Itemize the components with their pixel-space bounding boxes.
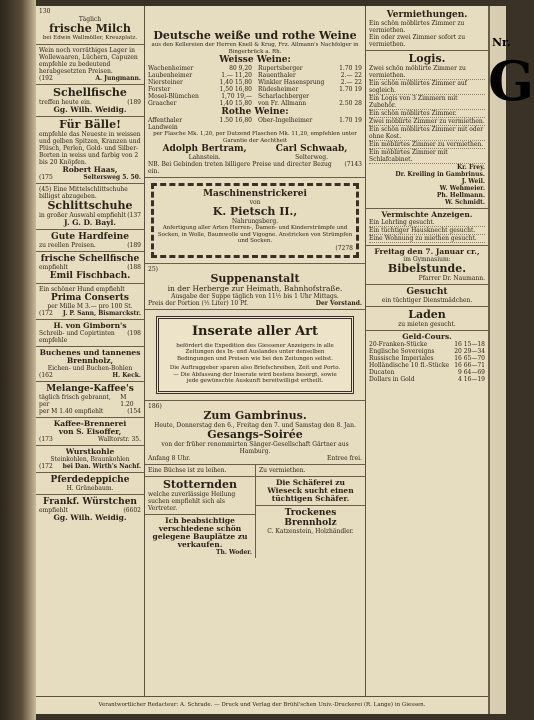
ad-text: im Gymnasium: xyxy=(403,256,451,263)
ad-title: frische Milch xyxy=(49,22,131,35)
misc-ads-list xyxy=(369,219,485,243)
ad-number: (162 xyxy=(39,371,53,379)
ad-number: (154 xyxy=(127,407,141,415)
wine-row xyxy=(258,93,362,100)
misc-ad-item: Ein tüchtiger Hausknecht gesucht. xyxy=(369,227,485,235)
wine-row xyxy=(258,117,362,124)
ad-title: Buchenes und tannenes Brennholz, xyxy=(39,347,141,365)
ad-frische-milch xyxy=(36,6,144,45)
wine-price-lists xyxy=(148,65,362,107)
row-value: 80 9,20 xyxy=(229,65,252,72)
ad-signer: Robert Haas, xyxy=(62,164,118,174)
ad-text: in der Herberge zur Heimath, Bahnhofstraße. xyxy=(167,283,343,293)
ad-text: Anfang 8 Uhr. xyxy=(148,454,191,462)
logis-item: Ein schön möblirtes Zimmer mit oder ohne Kost. xyxy=(369,126,484,140)
ad-stottern xyxy=(145,477,255,515)
row-value: 1,40 15,80 xyxy=(219,79,252,86)
book-spine xyxy=(0,0,36,720)
ad-text: in großer Auswahl empfiehlt xyxy=(39,211,126,219)
ad-conserts xyxy=(36,284,144,320)
ad-wuerstchen xyxy=(36,495,144,524)
ad-address: Nahrungsberg. xyxy=(231,218,279,225)
wine-row xyxy=(148,86,252,93)
row-label: Rüdesheimer xyxy=(258,86,299,93)
ad-signer: A. Jungmann. xyxy=(95,74,141,82)
ad-title: Zum Gambrinus. xyxy=(203,408,307,422)
section-heading: Logis. xyxy=(408,52,446,65)
ad-wurstkohle xyxy=(36,446,144,473)
row-label: Forster xyxy=(148,86,171,93)
ad-text: Anfertigung aller Arten Herren-, Damen- und Kinderstrümpfe und Socken, in Wolle, Baumwolle und Vigogne. Anstricken von Strümpfen und Socken. xyxy=(157,225,353,244)
ad-text: Die Auftraggeber sparen also Briefschreiben, Zeit und Porto. — Die Abfassung der Inserate wird bestens besorgt, sowie jede gewünschte Auskunft bereitwilligst ertheilt. xyxy=(169,365,341,384)
ad-title: Schellfische xyxy=(53,85,127,99)
section-heading: Weisse Weine: xyxy=(219,55,291,65)
ad-number: (137 xyxy=(127,211,141,219)
ad-inserate xyxy=(145,310,365,401)
ad-text: per M 1.40 empfiehlt xyxy=(39,407,104,415)
ad-text: (45) Eine Mittelschlittschuhe billigst abzugeben. xyxy=(39,185,128,200)
row-value: 2.50 28 xyxy=(339,100,362,107)
ad-wollwaaren xyxy=(36,45,144,85)
ad-title: Deutsche weiße und rothe Weine xyxy=(153,29,357,42)
ad-signer: C. Katzenstein, Holzhändler. xyxy=(267,527,354,535)
red-wine-lists xyxy=(148,117,362,131)
ad-suppenanstalt xyxy=(145,264,365,310)
ad-laden xyxy=(366,307,488,331)
ad-kaffee-brennerei xyxy=(36,418,144,446)
row-value: 1.70 19 xyxy=(339,117,362,124)
ad-text: zu reellen Preisen. xyxy=(39,241,96,249)
ad-number: (188 xyxy=(127,263,141,271)
column-3 xyxy=(366,6,488,696)
ad-title: Melange-Kaffee's xyxy=(46,383,134,394)
row-value: 2.— 22 xyxy=(340,72,362,79)
row-label: Russische Imperiales xyxy=(369,355,434,362)
wine-row xyxy=(258,72,362,79)
bottom-ads-right xyxy=(256,465,365,558)
row-label: Winkler Hasensprung xyxy=(258,79,325,86)
ad-title: H. von Gimborn's xyxy=(53,320,127,330)
ad-schlittschuhe xyxy=(36,184,144,230)
ad-title: Maschinenstrickerei xyxy=(203,189,307,199)
ad-text: empfiehlt xyxy=(39,506,68,514)
ad-number: 186) xyxy=(148,402,162,410)
ad-text: Entree frei. xyxy=(327,454,362,462)
ad-baelle xyxy=(36,117,144,184)
row-label: Rauenthaler xyxy=(258,72,296,79)
row-label: Graacher xyxy=(148,100,177,107)
row-label: Englische Sovereigns xyxy=(369,348,435,355)
logis-item: Ein Logis von 3 Zimmern mit Zubehör. xyxy=(369,95,485,110)
ad-title: Inserate aller Art xyxy=(191,323,319,339)
ad-text: Ein schöner Hund empfiehlt xyxy=(39,285,125,293)
bottom-ads-left xyxy=(145,465,256,558)
ad-signer: W. Wehmeier. xyxy=(439,185,485,192)
ad-title: Kaffee-Brennerei xyxy=(53,418,127,428)
page-number: 130 xyxy=(39,8,51,15)
dealer-name: Adolph Bertram, xyxy=(162,144,247,154)
logis-item: Zwei schön möblirte Zimmer zu vermiethen. xyxy=(369,65,485,80)
red-wine-list-left xyxy=(148,117,252,131)
ad-text: Wein noch vorräthiges Lager in Wollewaaren, Lüchern, Capuzen empfehle zu bedeutend herabgesetzten Preisen. xyxy=(39,46,138,75)
row-value: 1,50 16,80 xyxy=(219,86,252,93)
ad-kicker: Täglich xyxy=(78,16,102,23)
row-value: 16 65—70 xyxy=(454,355,485,362)
ad-signer: K. Pietsch II., xyxy=(212,205,298,218)
ad-title: Gute Hardfeine xyxy=(51,231,129,242)
currency-row xyxy=(369,369,485,376)
ad-number: (7143 xyxy=(344,161,362,168)
ad-bauplaetze xyxy=(145,515,255,558)
ad-number: (6602 xyxy=(123,506,141,514)
ad-gimborn xyxy=(36,320,144,347)
ad-signer: Dr. Kreiling in Gambrinus. xyxy=(395,171,485,178)
currency-row xyxy=(369,348,485,355)
ad-schellfische-2 xyxy=(36,252,144,284)
ad-number: (173 xyxy=(39,435,53,443)
ad-text: Ausgabe der Suppe täglich von 11½ bis 1 Uhr Mittags. xyxy=(171,292,339,300)
currency-row xyxy=(369,355,485,362)
row-label: Niersteiner xyxy=(148,79,183,86)
ad-text: Zu vermiethen. xyxy=(259,466,306,474)
ad-gambrinus xyxy=(145,401,365,465)
ad-signer: J. G. D. Bayl. xyxy=(63,217,117,227)
logis-list xyxy=(369,65,485,164)
ad-bibelstunde xyxy=(366,246,488,285)
row-label: Wachenheimer xyxy=(148,65,194,72)
ad-text: aus den Kellereien der Herren Knell & Krug, Frz. Allmann's Nachfolger in Bingerbrück a. Rh. xyxy=(151,42,359,55)
row-value: 16 15—18 xyxy=(454,341,485,348)
ad-address: Walltorstr. 35. xyxy=(97,435,141,443)
ad-signer: Ph. Hellmann. xyxy=(436,192,485,199)
ad-signer: H. Grünebaum. xyxy=(66,484,114,492)
ad-text: welche zuverlässige Heilung suchen empfiehlt sich als Vertreter. xyxy=(148,490,236,512)
ad-text: Ein schön möblirtes Zimmer zu vermiethen. xyxy=(369,20,465,34)
ad-signer: von S. Eisoffer, xyxy=(58,426,122,436)
logis-item: Ein schön möblirtes Zimmer. xyxy=(369,110,485,118)
dealers xyxy=(148,144,362,161)
ad-schellfische xyxy=(36,85,144,117)
ad-signer: Th. Woder. xyxy=(216,548,252,556)
ad-number: (189 xyxy=(127,241,141,249)
wine-row xyxy=(258,100,362,107)
ad-text: empfiehlt xyxy=(39,263,68,271)
ad-buechse xyxy=(145,465,255,477)
ad-gesucht xyxy=(366,285,488,307)
ad-title: Trockenes Brennholz xyxy=(284,507,337,528)
row-label: 20-Franken-Stücke xyxy=(369,341,428,348)
ad-signer: J. P. Sann, Bismarckstr. xyxy=(62,309,141,317)
ad-hardfeine xyxy=(36,230,144,252)
wine-row xyxy=(148,117,252,124)
row-value: 1.70 19 xyxy=(339,65,362,72)
row-value: 1,40 15,80 xyxy=(219,100,252,107)
currency-row xyxy=(369,341,485,348)
ad-title: Schlittschuhe xyxy=(47,198,133,212)
section-vermiethungen xyxy=(366,6,488,51)
section-logis xyxy=(366,51,488,209)
ad-address: Seltersweg 5. 50. xyxy=(83,173,141,181)
section-heading: Vermischte Anzeigen. xyxy=(381,210,473,219)
ad-text: Schreib- und Copirtinten empfehle xyxy=(39,329,115,344)
ad-title: Gesucht xyxy=(406,287,448,297)
ad-price: M 1.20 xyxy=(120,393,134,408)
ad-title: Pferdedeppiche xyxy=(50,474,130,485)
ad-number: (198 xyxy=(127,329,141,337)
wine-row xyxy=(258,65,362,72)
dealer-place: Lahnstein. xyxy=(188,154,221,161)
ad-signer: H. Keck. xyxy=(112,371,141,379)
ad-text: Preis der Portion (½ Liter) 10 Pf. xyxy=(148,299,249,307)
facing-page-heading: Nr. xyxy=(492,36,511,49)
wine-list-right xyxy=(258,65,362,107)
row-value: 1.50 16,80 xyxy=(219,117,252,124)
ad-signer: Gg. Wilh. Weidig. xyxy=(53,512,127,522)
ad-signer: Emil Fischbach. xyxy=(49,270,131,281)
ad-text: täglich frisch gebrannt, per xyxy=(39,393,111,408)
ad-signer: J. Weil. xyxy=(461,178,485,185)
ad-vermiethen xyxy=(256,465,365,477)
ad-maschinenstrickerei xyxy=(145,178,365,264)
wine-list-left xyxy=(148,65,252,107)
section-heading: Rothe Weine: xyxy=(221,107,289,117)
ad-title: Stotternden xyxy=(162,477,237,491)
ad-title: Wurstkohle xyxy=(65,446,115,456)
ad-text: treffen heute ein. xyxy=(39,98,92,106)
section-heading: Vermiethungen. xyxy=(386,10,468,20)
ad-number: (7278 xyxy=(335,244,353,252)
row-label: Holländische 10 fl.-Stücke xyxy=(369,362,450,369)
ad-title: Frankf. Würstchen xyxy=(43,496,137,507)
ad-number: 25) xyxy=(148,265,158,273)
ad-text: von der früher renommirten Sänger-Gesellschaft Gärtner aus Hamburg. xyxy=(161,440,349,455)
ad-signer: Pfarrer Dr. Naumann. xyxy=(418,275,485,282)
row-value: 9 64—69 xyxy=(458,369,485,376)
column-1 xyxy=(36,6,145,696)
ad-text: bei Edwin Wallmöller, Kreuzplatz. xyxy=(42,35,138,41)
ad-number: (172 xyxy=(39,462,53,470)
row-label: Dollars in Gold xyxy=(369,376,415,383)
wine-row xyxy=(148,65,252,72)
row-label: Affenthaler xyxy=(148,117,183,124)
row-label: Ober-Ingelheimer xyxy=(258,117,313,124)
ad-number: (175 xyxy=(39,173,53,181)
ad-title: frische Schellfische xyxy=(40,253,140,264)
row-label: Laubenheimer xyxy=(148,72,193,79)
newspaper-page xyxy=(36,6,488,714)
row-label: Mosel-Blümchen xyxy=(148,93,199,100)
ad-signer: W. Schmidt. xyxy=(444,199,485,206)
misc-ad-item: Eine Wohnung zu miethen gesucht. xyxy=(369,235,485,243)
ad-text: befördert die Expedition des Giessener Anzeigers in alle Zeitungen des In- und Auslandes unter denselben Bedingungen und Preisen wie bei den Zeitungen selbst. xyxy=(176,342,334,362)
ad-signer: Der Vorstand. xyxy=(315,299,362,307)
section-heading: Geld-Cours. xyxy=(402,332,452,341)
row-label: Landwein xyxy=(148,124,178,131)
ad-signer: Gg. Wilh. Weidig. xyxy=(53,104,127,114)
ad-title: Suppenanstalt xyxy=(210,271,300,285)
column-2 xyxy=(145,6,366,696)
ad-number: (192 xyxy=(39,74,53,82)
imprint-footer: Verantwortlicher Redacteur: A. Schrade. — Druck und Verlag der Brühl'schen Univ.-Druckerei (R. Lange) in Giessen. xyxy=(36,696,488,715)
row-value: 1,70 19,— xyxy=(221,93,252,100)
row-label: von Fr. Allmann xyxy=(258,100,307,107)
ad-text: Die Schäferei zu Wieseck sucht einen tüchtigen Schäfer. xyxy=(267,477,354,503)
ad-event: Gesangs-Soirée xyxy=(207,427,303,441)
dealer-name: Carl Schwaab, xyxy=(275,144,348,154)
ad-title: Ich beabsichtige verschiedene schön gelegene Bauplätze zu verkaufen. xyxy=(152,515,248,549)
ad-text: Steinkohlen, Braunkohlen xyxy=(50,455,130,463)
logis-item: Ein möblirtes Zimmer zu vermiethen. xyxy=(369,141,484,148)
ad-text: ein tüchtiger Dienstmädchen. xyxy=(381,297,473,304)
wine-row xyxy=(148,93,252,100)
ad-text: von xyxy=(249,199,261,206)
dealer-place: Selterweg. xyxy=(295,154,329,161)
logis-item: Ein schön möblirtes Zimmer auf sogleich. xyxy=(369,80,485,95)
row-value: 20 29—34 xyxy=(454,348,485,355)
row-value: 2.— 22 xyxy=(340,79,362,86)
currency-row xyxy=(369,362,485,369)
wine-row xyxy=(258,86,362,93)
wine-row xyxy=(258,79,362,86)
ad-signer: bei Dan. Wirth's Nachf. xyxy=(62,462,141,470)
facing-page-edge xyxy=(488,6,534,714)
section-geld-cours xyxy=(366,331,488,385)
ad-text: Heute, Donnerstag den 6., Freitag den 7. und Samstag den 8. Jan. xyxy=(154,421,356,429)
red-wine-list-right xyxy=(258,117,362,131)
ad-weine xyxy=(145,6,365,178)
ad-text: empfehle das Neueste in weissen und gelben Spitzen, Kranzen und Plüsch, Perlen, Gold- und Silber-Borten in weiss und farbig von 2 bis 20 Knöpfen. xyxy=(39,130,141,166)
geld-cours-table xyxy=(369,341,485,383)
row-value: 4 16—19 xyxy=(458,376,485,383)
wine-row xyxy=(148,79,252,86)
wine-row xyxy=(148,100,252,107)
facing-page-initial: G xyxy=(488,49,534,113)
row-label: Scharlachberger xyxy=(258,93,310,100)
ad-event: Bibelstunde. xyxy=(387,262,467,275)
logis-item: Ein möblirtes Zimmer mit Schlafcabinet. xyxy=(369,149,485,164)
ad-title: Laden xyxy=(408,308,446,321)
ad-schaeferei xyxy=(256,477,365,506)
ad-title: Prima Conserts xyxy=(51,292,129,303)
row-label: Ducaten xyxy=(369,369,395,376)
currency-row xyxy=(369,376,485,383)
ad-text: Eine Büchse ist zu leihen. xyxy=(148,466,227,474)
ad-text: Ein oder zwei Zimmer sofort zu vermiethen. xyxy=(369,34,466,48)
ad-title: Für Bälle! xyxy=(59,117,121,131)
bottom-ads-row xyxy=(145,465,365,558)
ad-number: (172 xyxy=(39,309,53,317)
ad-title: Freitag den 7. Januar cr., xyxy=(374,247,480,256)
wine-row xyxy=(148,124,252,131)
ad-signer: Kr. Frey. xyxy=(456,164,485,171)
ad-trocken-brennholz xyxy=(256,506,365,537)
ad-text: NB. Bei Gebinden treten billigere Preise und directer Bezug ein. xyxy=(148,161,332,175)
ad-melange xyxy=(36,382,144,418)
ad-text: zu mieten gesucht. xyxy=(398,321,456,328)
ad-text: per Flasche Mk. 1,20, per Dutzend Flaschen Mk. 11,20, empfehlen unter Garantie der Aechtheit xyxy=(153,131,357,144)
wine-row xyxy=(148,72,252,79)
row-value: 1.70 19 xyxy=(339,86,362,93)
misc-ad-item: Ein Lehrling gesucht. xyxy=(369,219,485,227)
ad-brennholz xyxy=(36,347,144,382)
row-value: 1.— 11,20 xyxy=(221,72,252,79)
ad-pferdedecke xyxy=(36,473,144,495)
ad-number: (189 xyxy=(127,98,141,106)
logis-item: Zwei möblirte Zimmer zu vermiethen. xyxy=(369,118,485,125)
section-vermischte-anzeigen xyxy=(366,209,488,246)
ad-text: Eichen- und Buchen-Bohlen xyxy=(47,364,133,372)
row-value: 16 66—71 xyxy=(454,362,485,369)
row-label: Rupertsberger xyxy=(258,65,303,72)
ad-text: per Mille M 3.— pro 100 St. xyxy=(47,302,133,310)
